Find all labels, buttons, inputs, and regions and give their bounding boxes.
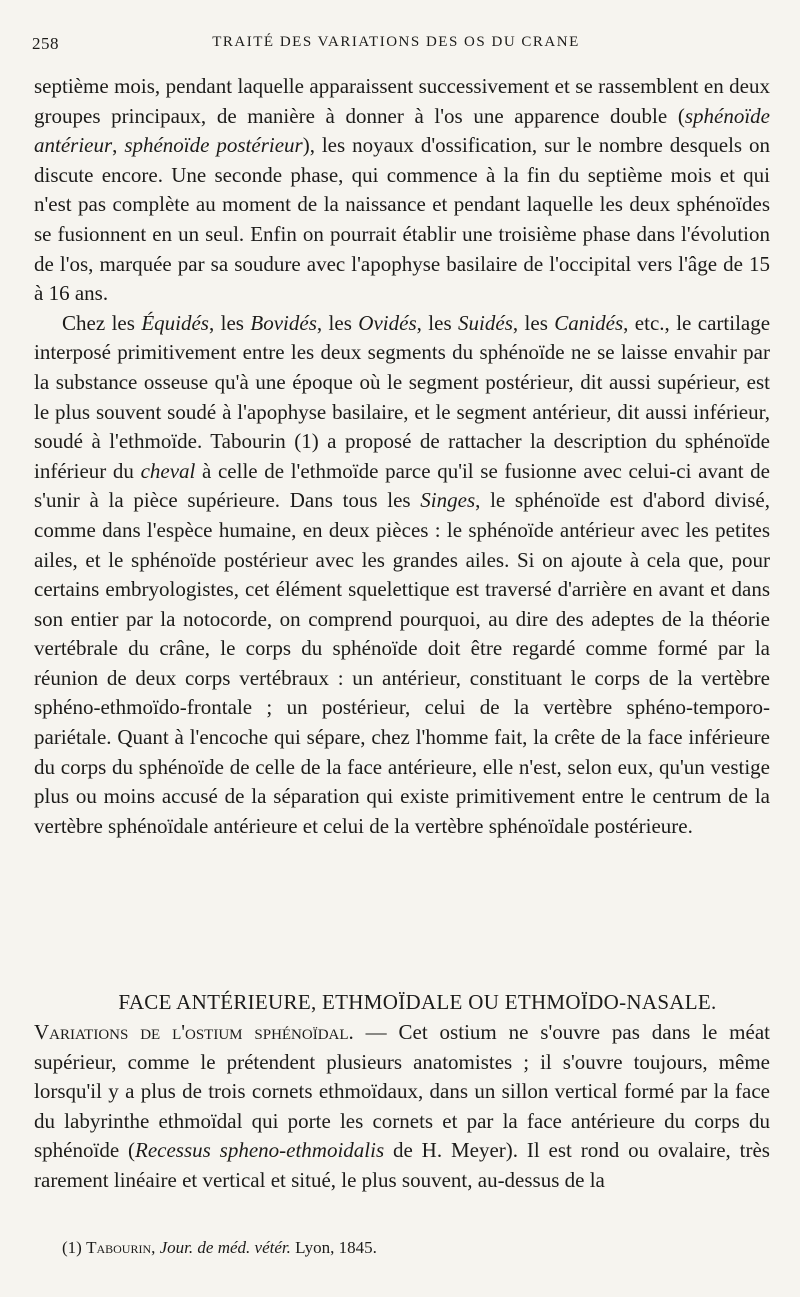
italic-term: Canidés bbox=[554, 310, 624, 335]
main-text bbox=[34, 72, 770, 841]
italic-term: Suidés bbox=[458, 310, 513, 335]
italic-term: Équidés bbox=[141, 310, 209, 335]
text-run: , les bbox=[208, 310, 251, 335]
paragraph-1 bbox=[34, 72, 770, 309]
text-run: , le sphénoïde est d'abord divisé, comme dans l'espèce humaine, en deux pièces : le sphénoïde antérieur avec les petites ailes, et le sphénoïde postérieur avec les grandes ailes. Si on ajoute à cela que, pour certains embryologistes, cet élément squelettique est traversé d'arrière en avant et dans son entier par la notocorde, on comprend pourquoi, au dire des adeptes de la théorie vertébrale du crâne, le corps du sphénoïde doit être regardé comme formé par la réunion de deux corps vertébraux : un antérieur, constituant le corps de la vertèbre sphéno-ethmoïdo-frontale ; un postérieur, celui de la vertèbre sphéno-temporo-pariétale. Quant à l'encoche qui sépare, chez l'homme fait, la crête de la face inférieure du corps du sphénoïde de celle de la face antérieure, elle n'est, selon eux, qu'un vestige plus ou moins accusé de la séparation qui existe primitivement entre le centrum de la vertèbre sphénoïdale antérieure et celui de la vertèbre sphénoïdale postérieure. bbox=[34, 488, 770, 838]
text-run: ), les noyaux d'ossification, sur le nombre desquels on discute encore. Une seconde phase, qui commence à la fin du septième mois et qui n'est pas complète au moment de la naissance et pendant laquelle les deux sphénoïdes se fusionnent en un seul. Enfin on pourrait établir une troisième phase dans l'évolution de l'os, marquée par sa soudure avec l'apophyse basilaire de l'occipital vers l'âge de 15 à 16 ans. bbox=[34, 133, 770, 306]
text-run: Chez les bbox=[62, 310, 142, 335]
page-number: 258 bbox=[32, 34, 59, 53]
italic-term: cheval bbox=[140, 458, 196, 483]
italic-term: Recessus spheno-ethmoidalis bbox=[135, 1138, 385, 1163]
paragraph-2 bbox=[34, 309, 770, 842]
italic-term: Ovidés bbox=[358, 310, 417, 335]
running-head bbox=[32, 34, 760, 58]
text-run: à celle de l'ethmoïde parce qu'il se fusionne avec celui-ci avant de s'unir à la pièce supérieure. Dans tous les bbox=[34, 458, 770, 513]
text-run: , les bbox=[316, 310, 359, 335]
text-run: , bbox=[151, 1238, 160, 1257]
section-body bbox=[34, 1018, 770, 1196]
italic-term: Singes bbox=[420, 488, 476, 513]
footnote bbox=[62, 1238, 762, 1258]
footnote-journal: Jour. de méd. vétér. bbox=[159, 1238, 291, 1257]
italic-term: Bovidés bbox=[250, 310, 317, 335]
text-run: septième mois, pendant laquelle apparaissent successivement et se rassemblent en deux groupes principaux, de manière à donner à l'os une apparence double ( bbox=[34, 74, 770, 128]
text-run: — Cet ostium ne s'ouvre pas dans le méat supérieur, comme le prétendent plusieurs anatomistes ; il s'ouvre toujours, même lorsqu'il y a plus de trois cornets ethmoïdaux, dans un sillon vertical formé par la face du labyrinthe ethmoïdal qui porte les cornets et par la face antérieure du corps du sphénoïde ( bbox=[34, 1020, 770, 1163]
text-run: , etc., le cartilage interposé primitivement entre les deux segments du sphénoïde ne se laisse envahir par la substance osseuse qu'à une époque où le segment postérieur, dit aussi supérieur, est le plus souvent soudé à l'apophyse basilaire, et le segment antérieur, dit aussi inférieur, soudé à l'ethmoïde. Tabourin (1) a proposé de rattacher la description du sphénoïde inférieur du bbox=[34, 310, 771, 483]
text-run: , les bbox=[512, 310, 555, 335]
section-subheading: Variations de l'ostium sphénoïdal. bbox=[34, 1020, 354, 1044]
section-paragraph bbox=[34, 1018, 770, 1196]
text-run: de H. Meyer). Il est rond ou ovalaire, très rarement linéaire et vertical et situé, le plus souvent, au-dessus de la bbox=[34, 1138, 770, 1192]
text-run: , les bbox=[416, 310, 459, 335]
running-title: TRAITÉ DES VARIATIONS DES OS DU CRANE bbox=[212, 34, 580, 50]
footnote-marker: (1) bbox=[62, 1238, 87, 1257]
text-run: , bbox=[112, 133, 125, 158]
italic-term: sphénoïde postérieur bbox=[124, 133, 303, 158]
section-heading: FACE ANTÉRIEURE, ETHMOÏDALE OU ETHMOÏDO-NASALE. bbox=[118, 990, 717, 1014]
text-run: Lyon, 1845. bbox=[290, 1238, 377, 1257]
footnote-author: Tabourin bbox=[86, 1238, 152, 1257]
italic-term: sphénoïde antérieur bbox=[34, 103, 770, 158]
